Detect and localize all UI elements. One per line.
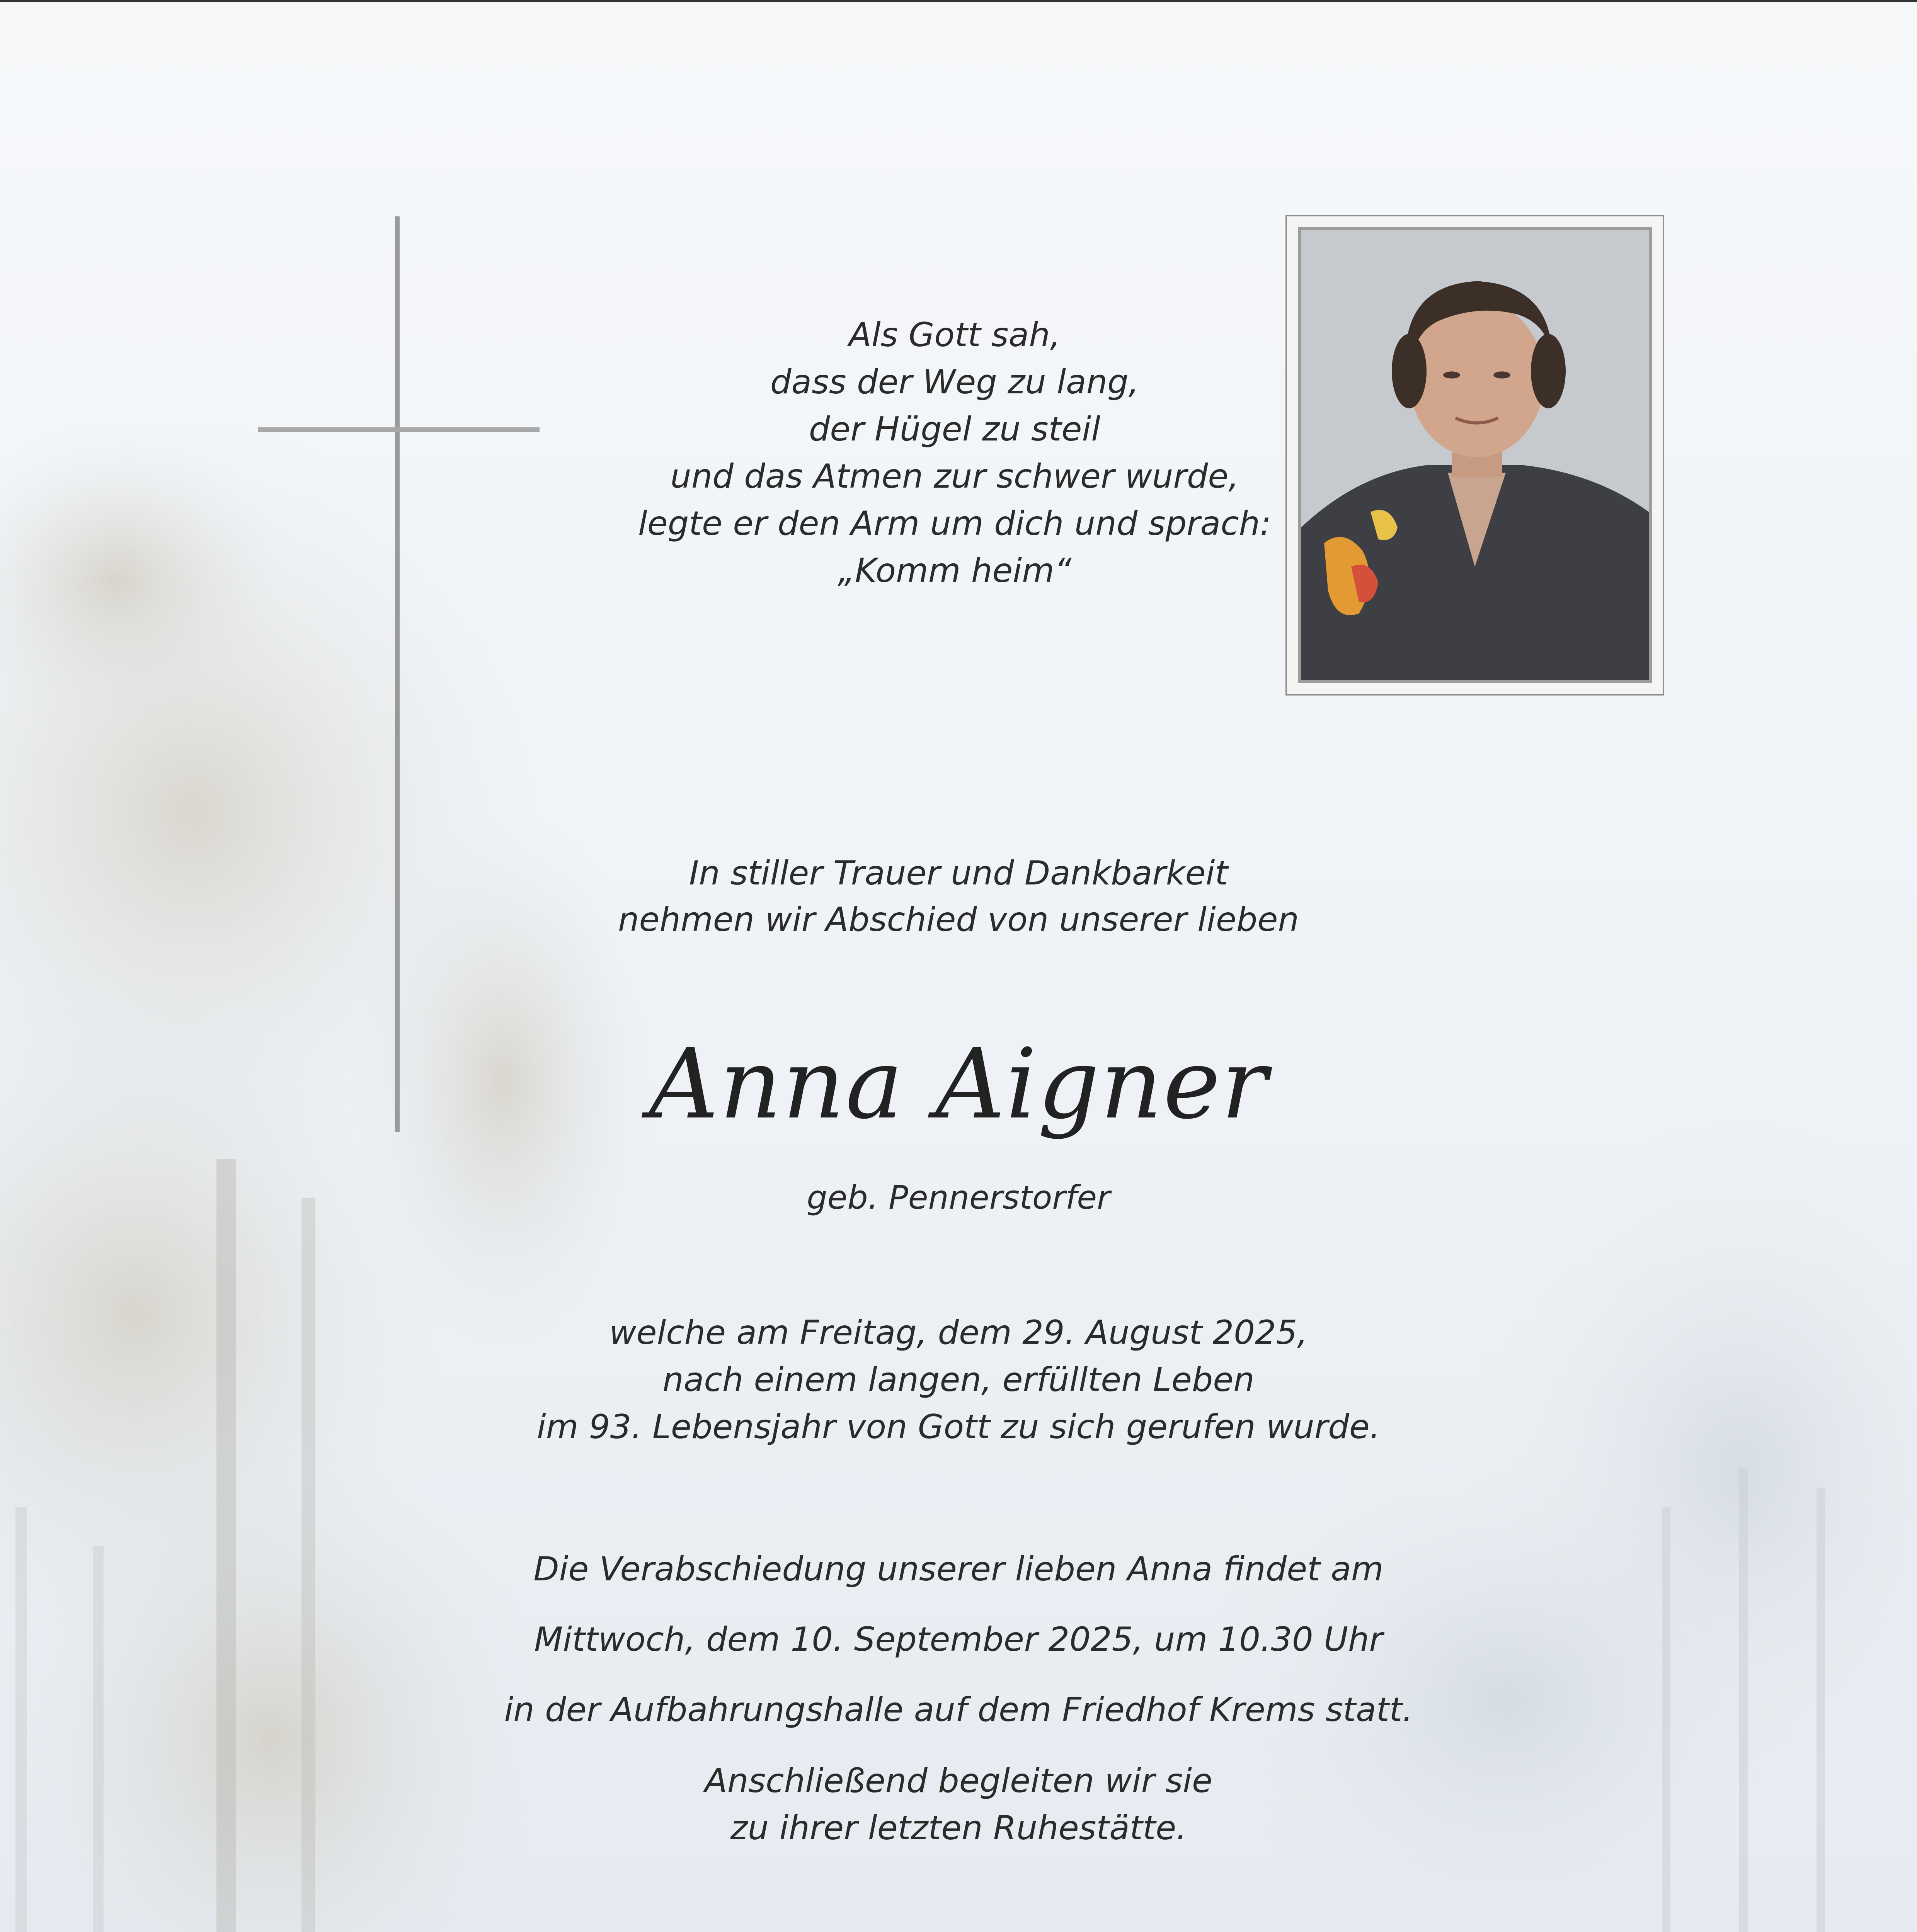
funeral-after-line: zu ihrer letzten Ruhestätte. bbox=[730, 1809, 1187, 1847]
poem-line: dass der Weg zu lang, bbox=[770, 363, 1139, 401]
funeral-line: Die Verabschiedung unserer lieben Anna findet am bbox=[533, 1550, 1384, 1588]
top-border bbox=[0, 0, 1917, 2]
portrait-photo-frame bbox=[1285, 215, 1664, 696]
funeral-after-line: Anschließend begleiten wir sie bbox=[705, 1762, 1212, 1800]
death-notice-line: im 93. Lebensjahr von Gott zu sich gerufen wurde. bbox=[536, 1408, 1381, 1446]
portrait-image bbox=[1301, 230, 1649, 680]
poem-line: der Hügel zu steil bbox=[809, 410, 1101, 449]
death-notice-line: nach einem langen, erfüllten Leben bbox=[662, 1361, 1255, 1399]
poem-line: Als Gott sah, bbox=[848, 316, 1061, 354]
poem-line: und das Atmen zur schwer wurde, bbox=[670, 457, 1239, 496]
poem-line: „Komm heim“ bbox=[838, 551, 1072, 590]
death-notice-line: welche am Freitag, dem 29. August 2025, bbox=[609, 1313, 1308, 1352]
cross-vertical-beam bbox=[395, 216, 400, 1132]
cross-horizontal-beam bbox=[258, 427, 540, 432]
poem-line: legte er den Arm um dich und sprach: bbox=[638, 504, 1271, 543]
intro-line: In stiller Trauer und Dankbarkeit bbox=[689, 854, 1228, 893]
deceased-name: Anna Aigner bbox=[649, 1028, 1268, 1140]
maiden-name: geb. Pennerstorfer bbox=[807, 1179, 1110, 1216]
funeral-line: Mittwoch, dem 10. September 2025, um 10.30 Uhr bbox=[534, 1620, 1383, 1659]
intro-line: nehmen wir Abschied von unserer lieben bbox=[618, 900, 1299, 939]
funeral-line: in der Aufbahrungshalle auf dem Friedhof Krems statt. bbox=[504, 1690, 1413, 1729]
portrait-photo bbox=[1298, 227, 1652, 683]
